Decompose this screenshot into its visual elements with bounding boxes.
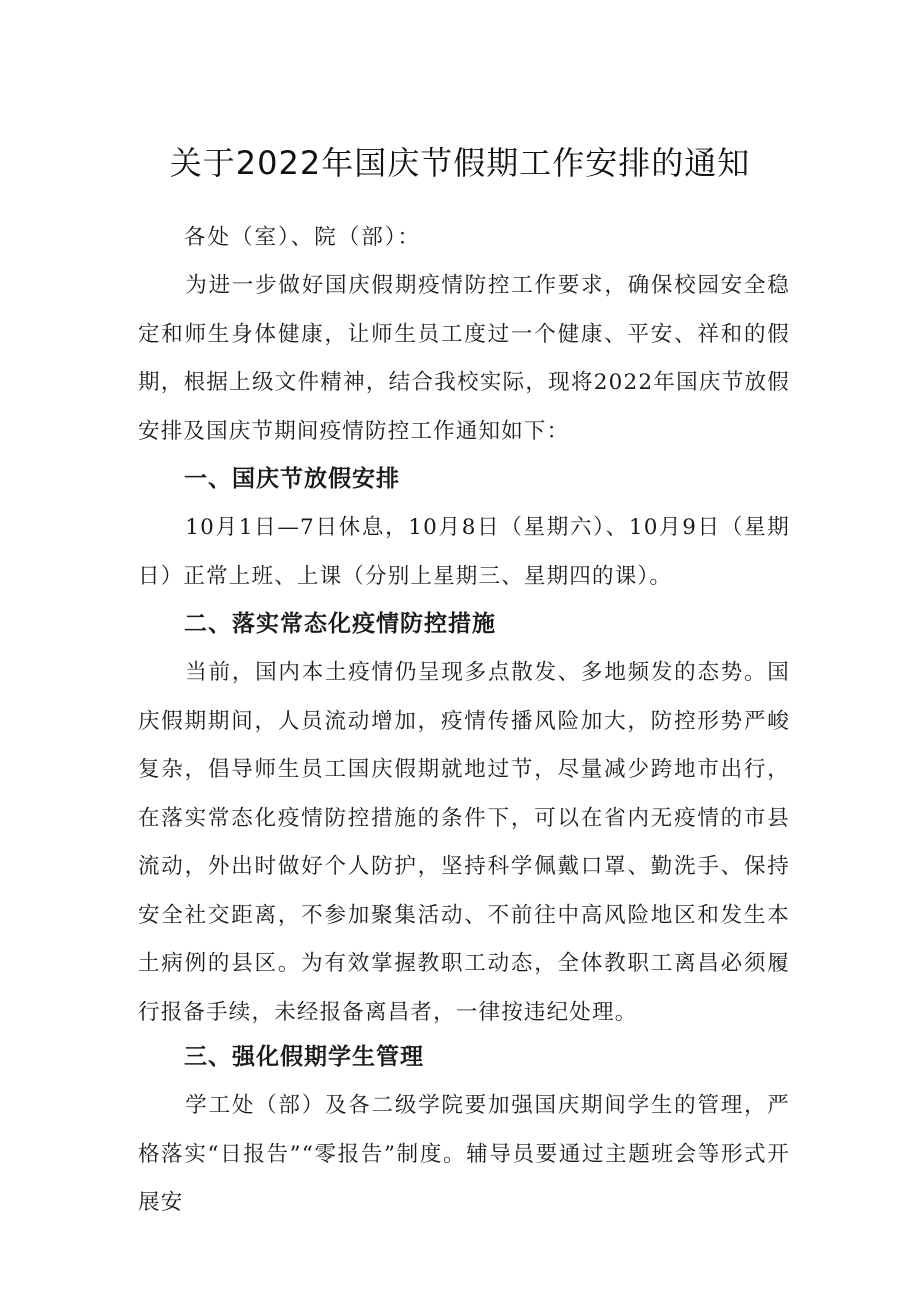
section-paragraph-2: 当前，国内本土疫情仍呈现多点散发、多地频发的态势。国庆假期期间，人员流动增加，疫情传播风险加大，防控形势严峻复杂，倡导师生员工国庆假期就地过节，尽量减少跨地市出行，在落实常态化疫情防控措施的条件下，可以在省内无疫情的市县流动，外出时做好个人防护，坚持科学佩戴口罩、勤洗手、保持安全社交距离，不参加聚集活动、不前往中高风险地区和发生本土病例的县区。为有效掌握教职工动态，全体教职工离昌必须履行报备手续，未经报备离昌者，一律按违纪处理。 xyxy=(138,660,790,1025)
section-heading-2: 二、落实常态化疫情防控措施 xyxy=(184,611,496,637)
document-title: 关于2022年国庆节假期工作安排的通知 xyxy=(169,144,751,182)
section-paragraph-3: 学工处（部）及各二级学院要加强国庆期间学生的管理，严格落实“日报告”“零报告”制度。辅导员要通过主题班会等形式开展安 xyxy=(138,1093,790,1215)
section-heading-3: 三、强化假期学生管理 xyxy=(184,1044,424,1070)
section-heading-1: 一、国庆节放假安排 xyxy=(184,466,400,492)
salutation: 各处（室）、院（部）： xyxy=(184,225,422,250)
section-paragraph-1: 10月1日—7日休息，10月8日（星期六）、10月9日（星期日）正常上班、上课（分别上星期三、星期四的课）。 xyxy=(138,515,790,589)
intro-paragraph: 为进一步做好国庆假期疫情防控工作要求，确保校园安全稳定和师生身体健康，让师生员工度过一个健康、平安、祥和的假期，根据上级文件精神，结合我校实际，现将2022年国庆节放假安排及国庆节期间疫情防控工作通知如下： xyxy=(138,273,790,444)
